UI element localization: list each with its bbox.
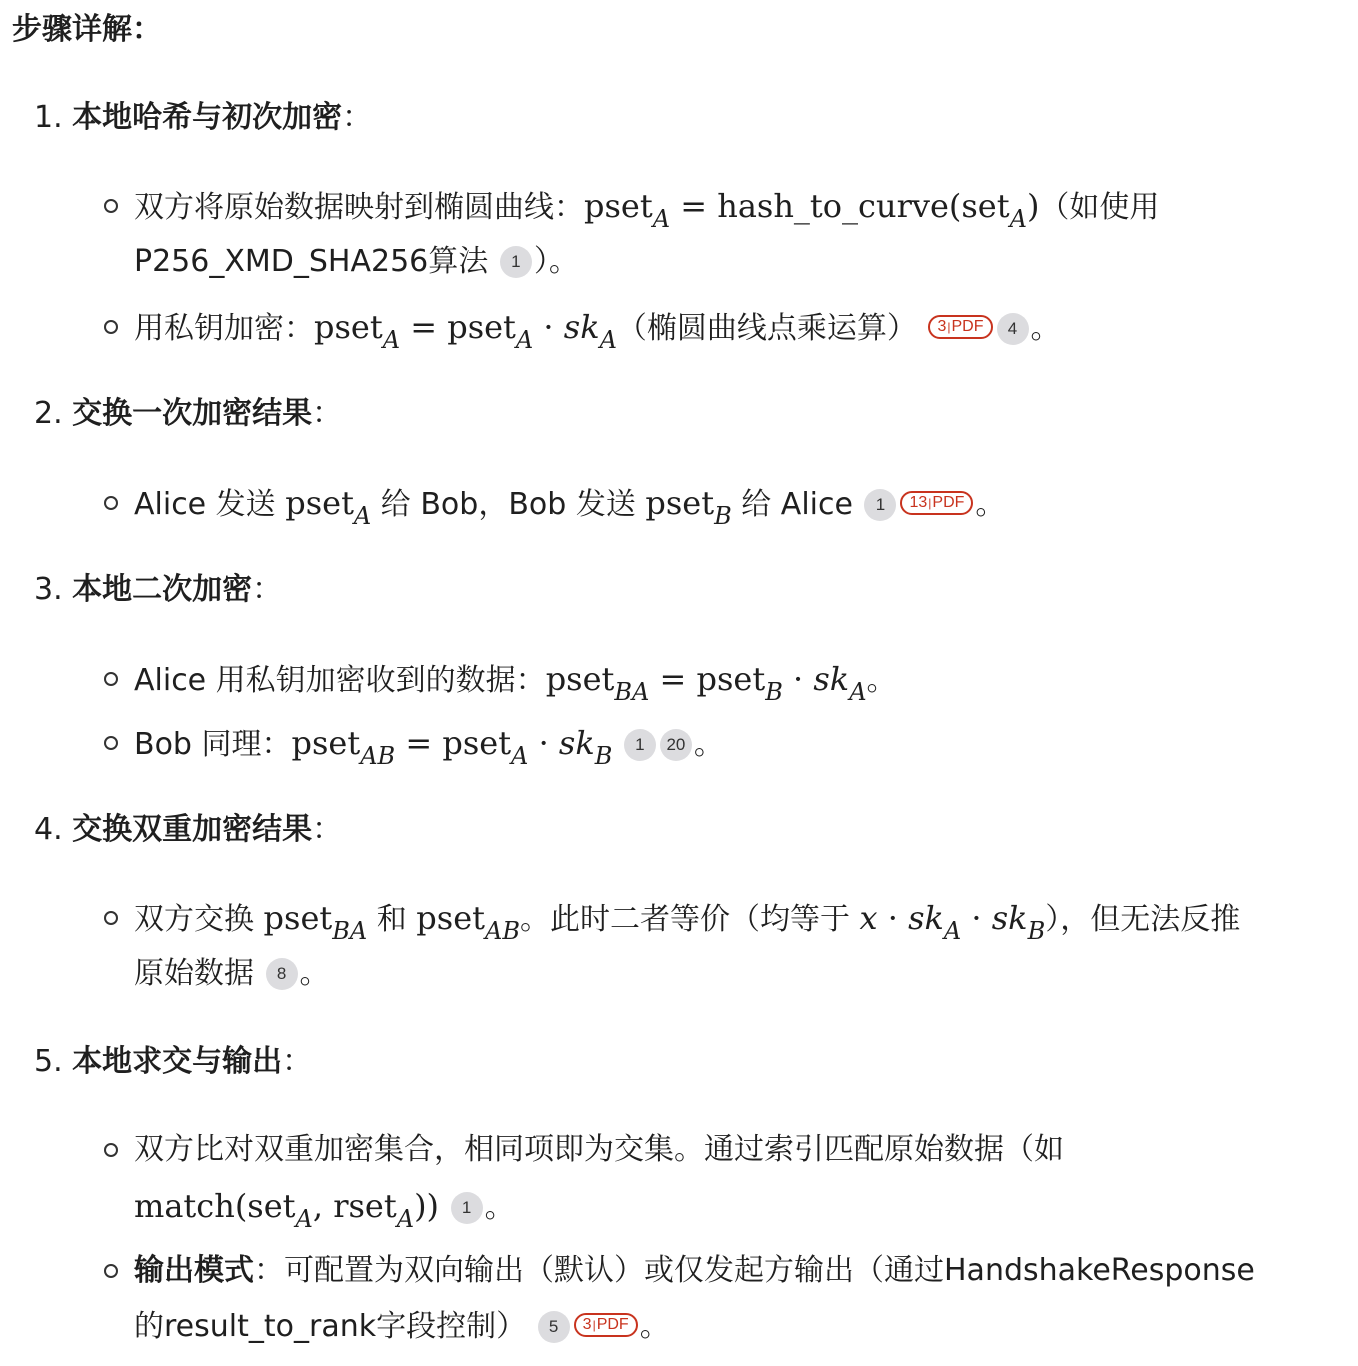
bullet-icon — [104, 1143, 118, 1157]
item-text: ）。 — [533, 244, 579, 279]
math-subscript: A — [849, 678, 867, 706]
pdf-citation-number: 3 — [937, 318, 947, 335]
pdf-citation-badge[interactable] — [928, 315, 992, 339]
step-title: 本地二次加密 — [72, 572, 253, 607]
bullet-icon — [104, 1264, 118, 1278]
math-term: pset — [584, 187, 653, 225]
item-text: 给 Alice — [731, 487, 853, 522]
step-5-item-1-line-1 — [134, 1128, 1064, 1172]
math-term: pset — [263, 899, 333, 937]
math-term: pset — [645, 484, 715, 522]
item-text: 双方比对双重加密集合，相同项即为交集。通过索引匹配原始数据（如 — [134, 1132, 1064, 1167]
item-text: 。 — [484, 1190, 515, 1225]
step-number: 4. — [34, 812, 63, 847]
pdf-citation-number: 3 — [582, 1316, 592, 1333]
step-4-title — [34, 810, 342, 850]
step-2-title — [34, 394, 342, 434]
citation-badge[interactable]: 1 — [864, 489, 896, 521]
math-term: · — [528, 724, 559, 762]
math-subscript: B — [714, 502, 732, 530]
item-text: ），但无法反推 — [1045, 902, 1241, 937]
pdf-citation-badge[interactable] — [574, 1313, 638, 1337]
math-term: pset — [291, 724, 361, 762]
math-term: )) — [414, 1187, 440, 1225]
bullet-icon — [104, 911, 118, 925]
math-term: , rset — [312, 1187, 397, 1225]
math-subscript: A — [1009, 205, 1027, 233]
math-term: pset — [545, 660, 615, 698]
step-5-title — [34, 1042, 312, 1082]
step-3-title — [34, 570, 282, 610]
separator-icon: | — [947, 320, 951, 334]
pdf-citation-label: PDF — [951, 318, 984, 335]
item-text: ：可配置为双向输出（默认）或仅发起方输出（通过HandshakeResponse — [254, 1253, 1255, 1288]
math-subscript: A — [295, 1205, 313, 1233]
step-1-item-1-line-1 — [134, 184, 1159, 231]
math-term: pset — [416, 899, 485, 937]
math-term: = pset — [395, 724, 512, 762]
math-subscript: B — [1027, 917, 1046, 945]
step-3-item-1 — [134, 657, 897, 704]
math-subscript: A — [943, 917, 962, 945]
step-title: 交换双重加密结果 — [72, 812, 313, 847]
math-term: · — [961, 899, 992, 937]
step-number: 2. — [34, 396, 63, 431]
item-text: P256_XMD_SHA256算法 — [134, 244, 489, 279]
math-subscript: BA — [332, 917, 368, 945]
math-term: = pset — [649, 660, 766, 698]
math-subscript: A — [515, 326, 534, 354]
pdf-citation-label: PDF — [596, 1316, 629, 1333]
pdf-citation-number: 13 — [909, 494, 928, 511]
item-text: Alice 发送 — [134, 487, 286, 522]
math-subscript: AB — [485, 917, 520, 945]
step-number: 1. — [34, 100, 63, 135]
item-text: 。 — [1030, 311, 1061, 346]
bullet-icon — [104, 496, 118, 510]
math-term: sk — [991, 899, 1028, 937]
item-text: 用私钥加密： — [134, 311, 314, 346]
item-text: 和 — [367, 902, 417, 937]
step-4-item-1-line-2 — [134, 952, 330, 996]
step-colon: ： — [312, 396, 343, 431]
pdf-citation-label: PDF — [932, 494, 965, 511]
step-number: 5. — [34, 1044, 63, 1079]
bullet-icon — [104, 736, 118, 750]
item-bold-label: 输出模式 — [134, 1253, 254, 1288]
item-text: （椭圆曲线点乘运算） — [616, 311, 917, 346]
step-2-item-1 — [134, 481, 1005, 528]
step-colon: ： — [252, 572, 283, 607]
section-heading: 步骤详解： — [12, 12, 162, 47]
item-text: 。此时二者等价（均等于 — [519, 902, 860, 937]
math-subscript: A — [652, 205, 671, 233]
separator-icon: | — [928, 496, 932, 510]
step-title: 交换一次加密结果 — [72, 396, 313, 431]
math-term: x — [859, 899, 878, 937]
step-title: 本地求交与输出 — [72, 1044, 283, 1079]
bullet-icon — [104, 320, 118, 334]
step-3-item-2 — [134, 721, 724, 768]
item-text: 双方将原始数据映射到椭圆曲线： — [134, 190, 584, 225]
pdf-citation-badge[interactable] — [900, 491, 973, 515]
step-number: 3. — [34, 572, 63, 607]
citation-badge[interactable]: 8 — [266, 958, 298, 990]
item-text: 。 — [975, 487, 1006, 522]
bullet-icon — [104, 199, 118, 213]
math-term: = hash_to_curve(set — [670, 187, 1010, 225]
step-1-title — [34, 98, 372, 138]
step-4-item-1-line-1 — [134, 896, 1240, 943]
math-term: · — [782, 660, 814, 698]
citation-badge[interactable]: 1 — [500, 246, 532, 278]
item-text: 给 Bob，Bob 发送 — [371, 487, 646, 522]
step-1-item-2 — [134, 305, 1061, 352]
bullet-icon — [104, 672, 118, 686]
math-subscript: B — [765, 678, 783, 706]
math-term: · — [877, 899, 909, 937]
math-subscript: A — [599, 326, 617, 354]
item-text: Alice 用私钥加密收到的数据： — [134, 663, 546, 698]
math-term: = pset — [400, 308, 516, 346]
separator-icon: | — [592, 1318, 596, 1332]
step-colon: ： — [282, 1044, 313, 1079]
step-colon: ： — [342, 100, 373, 135]
step-1-item-1-line-2 — [134, 240, 579, 284]
step-5-item-1-line-2 — [134, 1184, 515, 1231]
item-text: 。 — [693, 727, 724, 762]
item-text: （如使用 — [1039, 190, 1160, 225]
item-text: 的result_to_rank字段控制） — [134, 1309, 527, 1344]
item-text: Bob 同理： — [134, 727, 292, 762]
citation-badge[interactable]: 5 — [538, 1311, 570, 1343]
math-subscript: AB — [360, 742, 396, 770]
citation-badge[interactable]: 1 — [624, 729, 656, 761]
math-subscript: BA — [614, 678, 650, 706]
math-subscript: A — [396, 1205, 415, 1233]
step-colon: ： — [312, 812, 343, 847]
math-term: sk — [908, 899, 944, 937]
citation-badge[interactable]: 20 — [660, 729, 692, 761]
item-text: 。 — [639, 1309, 670, 1344]
step-title: 本地哈希与初次加密 — [72, 100, 343, 135]
item-text: 。 — [866, 663, 897, 698]
step-5-item-2-line-1 — [134, 1249, 1255, 1293]
math-subscript: A — [353, 502, 372, 530]
math-subscript: A — [511, 742, 529, 770]
math-term: match(set — [134, 1187, 296, 1225]
math-term: pset — [314, 308, 383, 346]
math-term: sk — [563, 308, 600, 346]
item-text: 双方交换 — [134, 902, 264, 937]
item-text: 。 — [299, 956, 330, 991]
math-term: ) — [1026, 187, 1040, 225]
math-term: pset — [285, 484, 354, 522]
citation-badge[interactable]: 1 — [451, 1192, 483, 1224]
item-text: 原始数据 — [134, 956, 254, 991]
citation-badge[interactable]: 4 — [997, 313, 1029, 345]
math-subscript: B — [594, 742, 613, 770]
math-term: sk — [558, 724, 595, 762]
math-term: sk — [813, 660, 850, 698]
step-5-item-2-line-2 — [134, 1305, 670, 1349]
math-subscript: A — [382, 326, 401, 354]
math-term: · — [533, 308, 564, 346]
